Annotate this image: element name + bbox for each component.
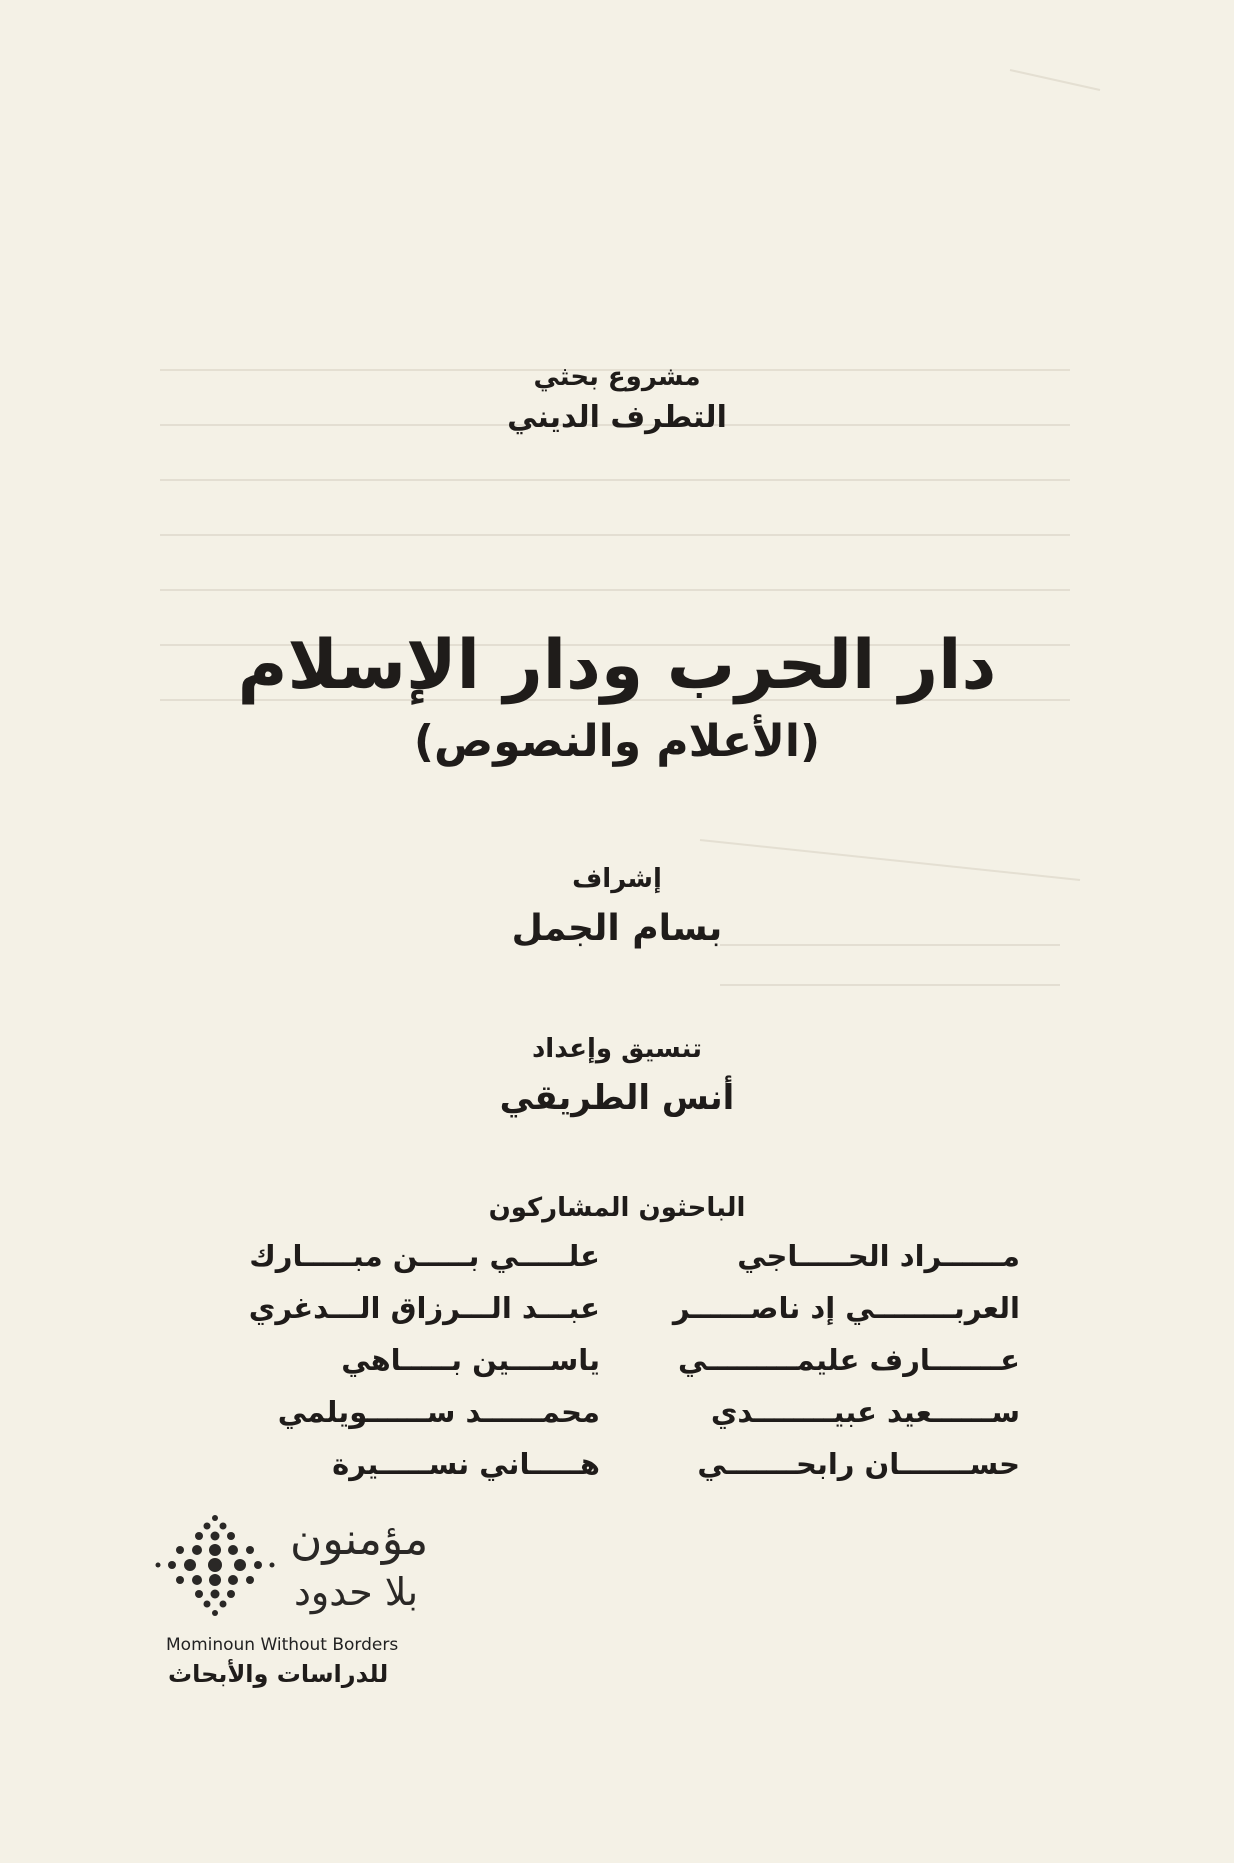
list-item: محمــــــد ســــــويلمي xyxy=(277,1395,600,1429)
researchers-right-column xyxy=(640,1230,1020,1490)
list-item: العربــــــــي إد ناصــــــر xyxy=(672,1291,1020,1325)
coordination-block xyxy=(0,1034,1234,1118)
supervision-block xyxy=(0,864,1234,949)
project-block xyxy=(0,362,1234,435)
book-subtitle: (الأعلام والنصوص) xyxy=(413,716,821,767)
list-item: ياســــين بـــــاهي xyxy=(341,1343,600,1377)
list-item: مــــــراد الحـــــاجي xyxy=(737,1239,1020,1273)
researchers-left-column xyxy=(220,1230,600,1490)
supervisor-name: بسام الجمل xyxy=(511,908,723,949)
researchers-label: الباحثون المشاركون xyxy=(488,1193,746,1223)
list-item: علـــــي بـــــن مبـــــارك xyxy=(249,1239,600,1273)
list-item: عـــــــارف عليمـــــــــي xyxy=(677,1343,1020,1377)
list-item: حســـــــان رابحـــــــي xyxy=(697,1447,1020,1481)
list-item: هـــــاني نســـــيرة xyxy=(332,1447,600,1481)
coordinator-name: أنس الطريقي xyxy=(499,1078,735,1118)
book-title: دار الحرب ودار الإسلام xyxy=(237,626,997,705)
list-item: ســــــعيد عبيــــــــدي xyxy=(710,1395,1020,1429)
publisher-logo xyxy=(150,1510,450,1700)
coordination-label: تنسيق وإعداد xyxy=(531,1034,703,1064)
project-name: التطرف الديني xyxy=(507,400,727,435)
dotted-star-logo-icon xyxy=(150,1510,280,1630)
logo-arabic-tagline: للدراسات والأبحاث xyxy=(168,1660,389,1688)
logo-arabic-line2: بلا حدود xyxy=(294,1570,419,1614)
supervision-label: إشراف xyxy=(572,864,662,894)
list-item: عبـــد الـــرزاق الـــدغري xyxy=(248,1291,600,1325)
logo-arabic-line1: مؤمنون xyxy=(290,1514,429,1565)
title-block xyxy=(0,626,1234,767)
project-label: مشروع بحثي xyxy=(533,362,701,392)
logo-english: Mominoun Without Borders xyxy=(166,1635,399,1655)
researchers-heading-block xyxy=(0,1193,1234,1223)
